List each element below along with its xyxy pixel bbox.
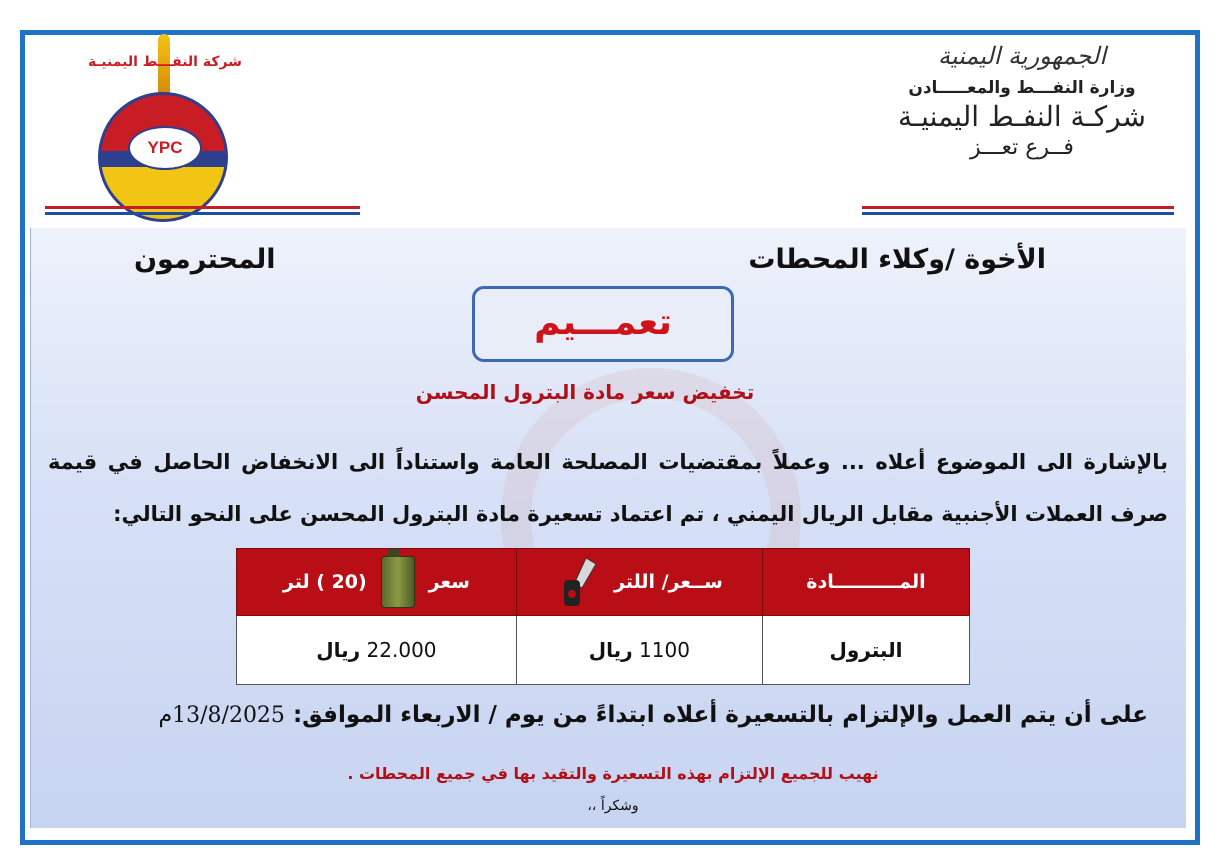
liter-value: 1100 <box>639 638 690 662</box>
price-table <box>236 548 970 685</box>
can-unit: ريال <box>316 638 361 662</box>
liter-unit: ريال <box>588 638 633 662</box>
header-can-size: (20 ) لتر <box>282 571 367 593</box>
effective-date-line <box>159 702 1149 728</box>
effective-text: على أن يتم العمل والإلتزام بالتسعيرة أعلاه ابتداءً من يوم / الاربعاء الموافق: <box>292 702 1148 728</box>
header-price-per-liter-label: ســعر/ اللتر <box>614 571 723 593</box>
subject-line: تخفيض سعر مادة البترول المحسن <box>415 380 755 404</box>
compliance-note: نهيب للجميع الإلتزام بهذه التسعيرة والتقيد بها في جميع المحطات . <box>347 764 879 783</box>
effective-date: 13/8/2025م <box>158 703 285 728</box>
letterhead-ministry: وزارة النفـــط والمعـــــادن <box>908 78 1136 98</box>
header-can-price <box>237 549 517 616</box>
thanks-line: وشكراً ،، <box>587 798 639 814</box>
letterhead-branch: فــرع تعـــز <box>970 135 1074 160</box>
can-value: 22.000 <box>366 638 437 662</box>
header-can-price-label: سعر <box>428 571 470 593</box>
header-material: المــــــــــادة <box>762 549 969 616</box>
circular-title: تعمـــيم <box>472 286 734 362</box>
ypc-logo <box>76 34 256 204</box>
cell-material: البترول <box>762 616 969 685</box>
logo-arc-text: شركة النفـــط اليمنيـة <box>88 54 242 70</box>
salutation: المحترمون <box>134 244 276 275</box>
body-paragraph: بالإشارة الى الموضوع أعلاه ... وعملاً بمقتضيات المصلحة العامة واستناداً الى الانخفاض الحاصل في قيمة صرف العملات الأجنبية مقابل الريال اليمني ، تم اعتماد تسعيرة مادة البترول المحسن على النحو التالي: <box>48 450 1168 526</box>
letterhead <box>898 42 1146 160</box>
letterhead-republic: الجمهورية اليمنية <box>937 42 1106 70</box>
cell-liter-price <box>516 616 762 685</box>
cell-can-price <box>237 616 517 685</box>
table-row <box>237 616 970 685</box>
letterhead-company: شركـة النفـط اليمنيـة <box>897 100 1146 133</box>
header-rule-left <box>45 206 360 215</box>
price-table-header-row <box>237 549 970 616</box>
header-rule-right <box>862 206 1174 215</box>
header-price-per-liter <box>516 549 762 616</box>
logo-badge: YPC <box>128 126 202 170</box>
fuel-nozzle-icon <box>556 554 600 610</box>
jerry-can-icon <box>381 556 415 608</box>
addressee: الأخوة /وكلاء المحطات <box>748 244 1046 275</box>
